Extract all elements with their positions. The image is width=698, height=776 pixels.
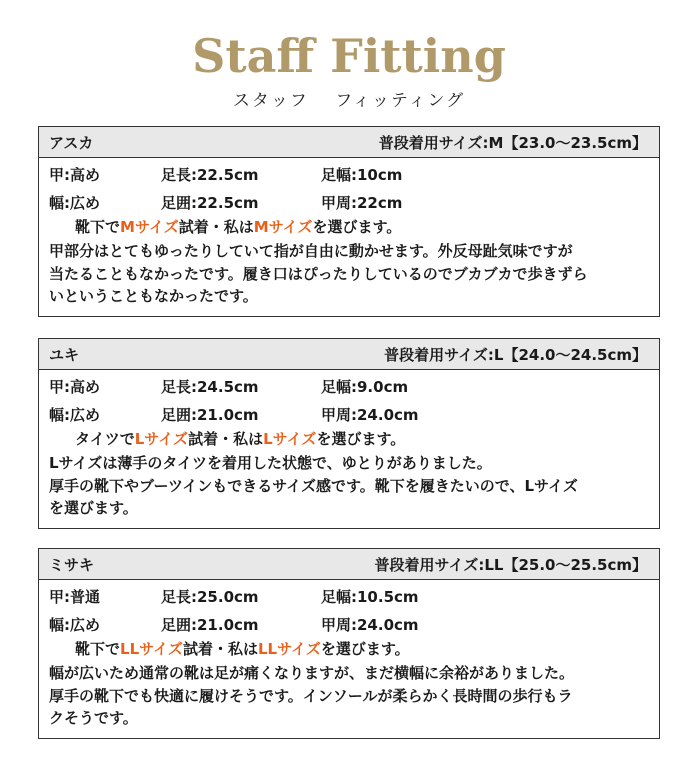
instep-type: 甲:普通 [49,588,100,606]
instep-type: 甲:高め [49,378,100,396]
foot-girth: 足囲:21.0cm [161,616,259,634]
foot-width: 足幅:9.0cm [321,378,409,396]
usual-size: 普段着用サイズ:LL【25.0〜25.5cm】 [374,555,647,574]
foot-girth: 足囲:22.5cm [161,194,259,212]
width-type: 幅:広め [49,194,100,212]
page-title: Staff Fitting [192,29,506,83]
staff-card-asuka [38,126,660,317]
size-choice: タイツでLサイズ試着・私はLサイズを選びます。 [75,430,406,448]
usual-size: 普段着用サイズ:M【23.0〜23.5cm】 [378,133,647,152]
instep-girth: 甲周:24.0cm [321,616,419,634]
fitting-comment: Lサイズは薄手のタイツを着用した状態で、ゆとりがありました。 厚手の靴下やブーツインもできるサイズ感です。靴下を履きたいので、Lサイズ を選びます。 [49,454,578,517]
staff-card-header [39,127,659,158]
fitting-comment: 幅が広いため通常の靴は足が痛くなりますが、まだ横幅に余裕がありました。 厚手の靴下でも快適に履けそうです。インソールが柔らかく長時間の歩行もラ クそうです。 [49,664,575,727]
instep-type: 甲:高め [49,166,100,184]
staff-name: ミサキ [49,555,95,574]
staff-name: アスカ [49,133,94,152]
foot-girth: 足囲:21.0cm [161,406,259,424]
instep-girth: 甲周:22cm [321,194,403,212]
staff-card-header [39,339,659,370]
size-choice: 靴下でMサイズ試着・私はMサイズを選びます。 [75,218,402,236]
instep-girth: 甲周:24.0cm [321,406,419,424]
staff-card-yuki [38,338,660,529]
foot-length: 足長:25.0cm [161,588,259,606]
width-type: 幅:広め [49,616,100,634]
usual-size: 普段着用サイズ:L【24.0〜24.5cm】 [384,345,647,364]
foot-width: 足幅:10.5cm [321,588,419,606]
foot-length: 足長:24.5cm [161,378,259,396]
width-type: 幅:広め [49,406,100,424]
page-subtitle: スタッフ フィッティング [232,91,466,111]
staff-card-misaki [38,548,660,739]
foot-length: 足長:22.5cm [161,166,259,184]
size-choice: 靴下でLLサイズ試着・私はLLサイズを選びます。 [75,640,410,658]
staff-name: ユキ [49,345,80,364]
staff-card-header [39,549,659,580]
fitting-comment: 甲部分はとてもゆったりしていて指が自由に動かせます。外反母趾気味ですが 当たることもなかったです。履き口はぴったりしているのでブカブカで歩きずら いということもなかったです。 [49,242,588,305]
foot-width: 足幅:10cm [321,166,403,184]
